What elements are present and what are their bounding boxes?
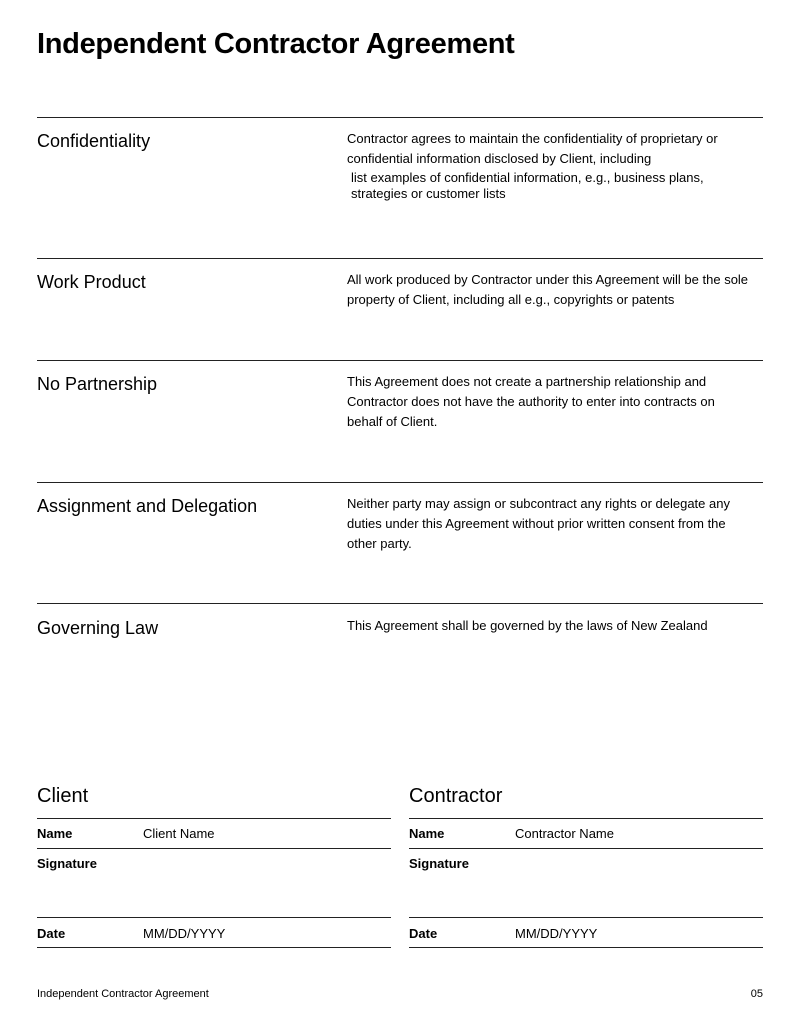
section-divider <box>37 360 763 361</box>
section-heading-confidentiality: Confidentiality <box>37 131 151 151</box>
client-date-field[interactable]: MM/DD/YYYY <box>143 926 226 941</box>
section-heading-assignment: Assignment and Delegation <box>37 496 258 516</box>
contractor-date-label: Date <box>409 926 438 941</box>
contractor-divider <box>409 917 763 918</box>
client-heading: Client <box>37 785 89 807</box>
contractor-divider <box>409 848 763 849</box>
section-heading-work-product: Work Product <box>37 272 146 292</box>
confidentiality-placeholder[interactable]: list examples of confidential information, e.g., business plans, strategies or customer lists <box>351 170 704 201</box>
page-number: 05 <box>750 988 763 1000</box>
section-heading-no-partnership: No Partnership <box>37 374 158 394</box>
contractor-divider <box>409 947 763 948</box>
client-divider <box>37 917 391 918</box>
section-body-no-partnership: This Agreement does not create a partnership relationship and Contractor does not have the authority to enter into contracts on behalf of Client. <box>347 374 715 429</box>
contractor-signature-field[interactable] <box>515 852 763 914</box>
section-body-assignment: Neither party may assign or subcontract any rights or delegate any duties under this Agreement without prior written consent from the other party. <box>347 496 730 551</box>
confidentiality-text: Contractor agrees to maintain the confidentiality of proprietary or confidential information disclosed by Client, including <box>347 131 718 166</box>
contractor-heading: Contractor <box>409 785 503 807</box>
footer-document-title: Independent Contractor Agreement <box>37 988 209 1000</box>
contractor-name-field[interactable]: Contractor Name <box>515 826 614 841</box>
client-date-label: Date <box>37 926 66 941</box>
client-signature-label: Signature <box>37 856 97 871</box>
section-body-work-product: All work produced by Contractor under this Agreement will be the sole property of Client, including all e.g., copyrights or patents <box>347 272 749 307</box>
section-divider <box>37 258 763 259</box>
section-divider <box>37 482 763 483</box>
client-divider <box>37 947 391 948</box>
contractor-divider <box>409 818 763 819</box>
section-divider <box>37 117 763 118</box>
section-divider <box>37 603 763 604</box>
contractor-date-field[interactable]: MM/DD/YYYY <box>515 926 598 941</box>
contractor-name-label: Name <box>409 826 445 841</box>
client-name-field[interactable]: Client Name <box>143 826 215 841</box>
client-signature-field[interactable] <box>143 852 391 914</box>
client-name-label: Name <box>37 826 73 841</box>
section-heading-governing-law: Governing Law <box>37 618 159 638</box>
section-body-governing-law: This Agreement shall be governed by the laws of New Zealand <box>347 618 708 633</box>
section-body-confidentiality <box>347 129 747 202</box>
contractor-signature-label: Signature <box>409 856 469 871</box>
client-divider <box>37 818 391 819</box>
client-divider <box>37 848 391 849</box>
page-title: Independent Contractor Agreement <box>37 28 515 60</box>
